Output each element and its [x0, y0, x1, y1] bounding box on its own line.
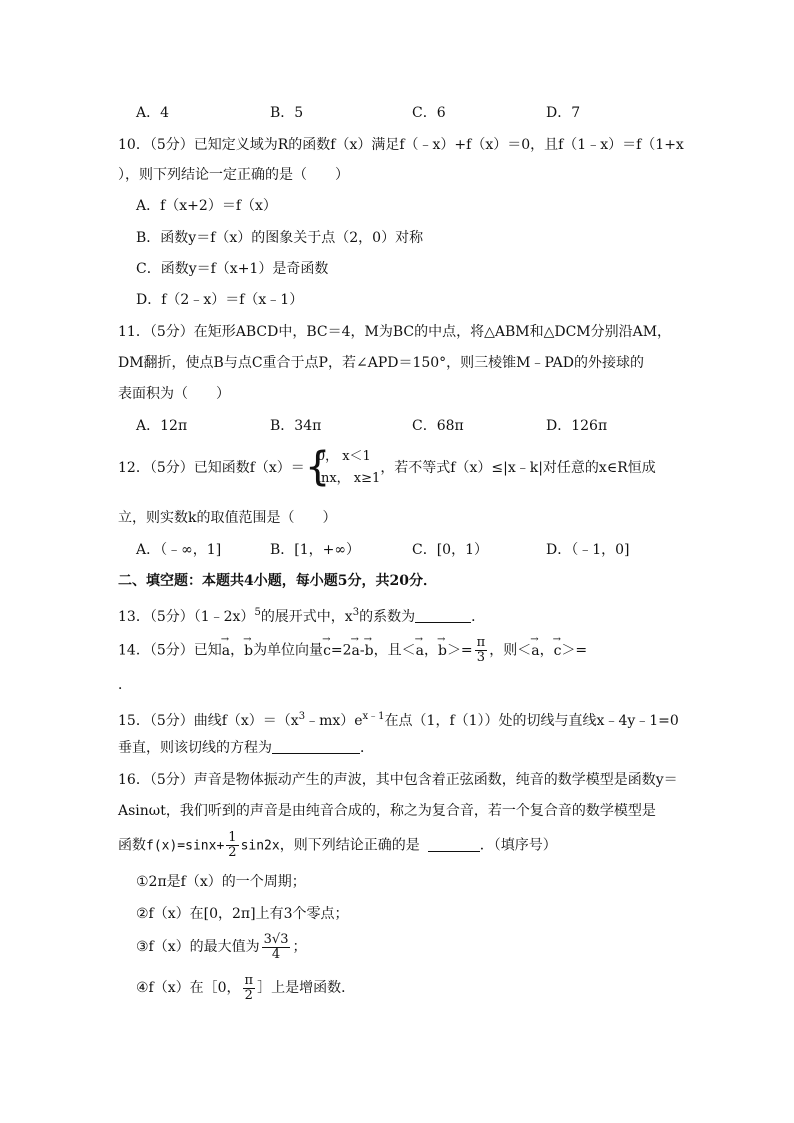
q15-stem-line2: 垂直，则该切线的方程为 ．: [118, 740, 374, 756]
q16-stem-line3: 函数f(x)=sinx+ $\frac{1}{2}$ sin2x，则下列结论正确的是 ．（填序号）: [118, 830, 557, 860]
q12-stem-line2: 立，则实数k的取值范围是（ ）: [118, 510, 337, 526]
answer-blank[interactable]: [415, 622, 471, 623]
vector-a: → a: [222, 639, 230, 663]
q12-option-b: B．[1，+∞）: [270, 542, 361, 558]
fraction-3-root3-over-4: $\frac{3√3}{4}$: [263, 931, 289, 962]
left-brace-icon: {: [304, 444, 331, 490]
q11-option-a: A．12π: [136, 418, 188, 434]
q11-stem-line3: 表面积为（ ）: [118, 386, 230, 402]
vector-a: → a: [416, 639, 424, 663]
q14-stem-line1: 14．（5分）已知→ a，→ b为单位向量→ c=2→ a-→ b，且＜→ a，→ b＞= $\frac{\pi}{3}$ ，则＜→ a，→ c＞=: [118, 636, 587, 665]
q16-item-3: ③f（x）的最大值为 $\frac{3√3}{4}$ ；: [136, 931, 307, 962]
q11-option-c: C．68π: [412, 418, 464, 434]
q16-item-4: ④f（x）在［0， $\frac{\pi}{2}$ ］上是增函数．: [136, 972, 356, 1003]
vector-b: → b: [438, 639, 447, 663]
q12-stem-line1: 12．（5分）已知函数f（x）＝ { 0， x＜1 lnx， x≥1 ，若不等式f（x）≤|x﹣k|对任意的x∈R恒成: [118, 444, 656, 490]
q13-stem: 13．（5分）（1﹣2x）$^5$的展开式中，$x^3$的系数为 ．: [118, 607, 486, 625]
answer-blank[interactable]: [272, 753, 360, 754]
q10-option-d: D．f（2﹣x）＝f（x﹣1）: [136, 292, 304, 308]
q10-option-c: C．函数y＝f（x+1）是奇函数: [136, 261, 329, 277]
q10-stem-line1: 10．（5分）已知定义域为R的函数f（x）满足f（﹣x）+f（x）＝0，且f（1﹣x）＝f（1+x: [118, 137, 684, 153]
answer-blank[interactable]: [428, 851, 480, 852]
piecewise-function: { 0， x＜1 lnx， x≥1: [304, 444, 381, 490]
vector-c: → c: [323, 639, 331, 663]
vector-b: → b: [244, 639, 253, 663]
q9-option-b: B．5: [270, 105, 304, 121]
q16-item-2: ②f（x）在[0，2π]上有3个零点；: [136, 906, 349, 922]
fraction-one-half: $\frac{1}{2}$: [228, 830, 237, 860]
q11-stem-line1: 11．（5分）在矩形ABCD中，BC＝4，M为BC的中点，将△ABM和△DCM分别沿AM，: [118, 324, 672, 340]
q9-option-c: C．6: [412, 105, 446, 121]
q10-stem-line2: ），则下列结论一定正确的是（ ）: [118, 167, 349, 183]
q11-stem-line2: DM翻折，使点B与点C重合于点P，若∠APD＝150°，则三棱锥M﹣PAD的外接球的: [118, 355, 644, 371]
section-heading: 二、填空题：本题共4小题，每小题5分，共20分．: [118, 573, 437, 589]
q10-option-b: B．函数y＝f（x）的图象关于点（2，0）对称: [136, 230, 424, 246]
q9-option-a: A．4: [136, 105, 170, 121]
q11-option-b: B．34π: [270, 418, 322, 434]
fraction-pi-over-2: $\frac{\pi}{2}$: [244, 972, 254, 1003]
vector-c: → c: [554, 639, 562, 663]
q16-stem-line2: Asinωt，我们听到的声音是由纯音合成的，称之为复合音，若一个复合音的数学模型是: [118, 803, 656, 819]
q11-option-d: D．126π: [546, 418, 608, 434]
vector-a: → a: [531, 639, 539, 663]
q10-option-a: A．f（x+2）＝f（x）: [136, 198, 277, 214]
vector-a: → a: [352, 639, 360, 663]
vector-b: → b: [365, 639, 374, 663]
q12-option-a: A．（﹣∞，1]: [136, 542, 222, 558]
q9-option-d: D．7: [546, 105, 581, 121]
q14-stem-line2: ．: [118, 677, 132, 693]
q12-option-c: C．[0，1）: [412, 542, 488, 558]
fraction-pi-over-3: $\frac{\pi}{3}$: [476, 635, 486, 665]
q12-option-d: D．（﹣1，0]: [546, 542, 630, 558]
q16-stem-line1: 16．（5分）声音是物体振动产生的声波，其中包含着正弦函数，纯音的数学模型是函数y＝: [118, 772, 678, 788]
q15-stem-line1: 15．（5分）曲线$f(x)=(x^3﹣mx)e^{x﹣1}$在点（1，f（1））处的切线与直线x﹣4y﹣1=0: [118, 711, 679, 729]
q16-item-1: ①2π是f（x）的一个周期；: [136, 874, 306, 890]
